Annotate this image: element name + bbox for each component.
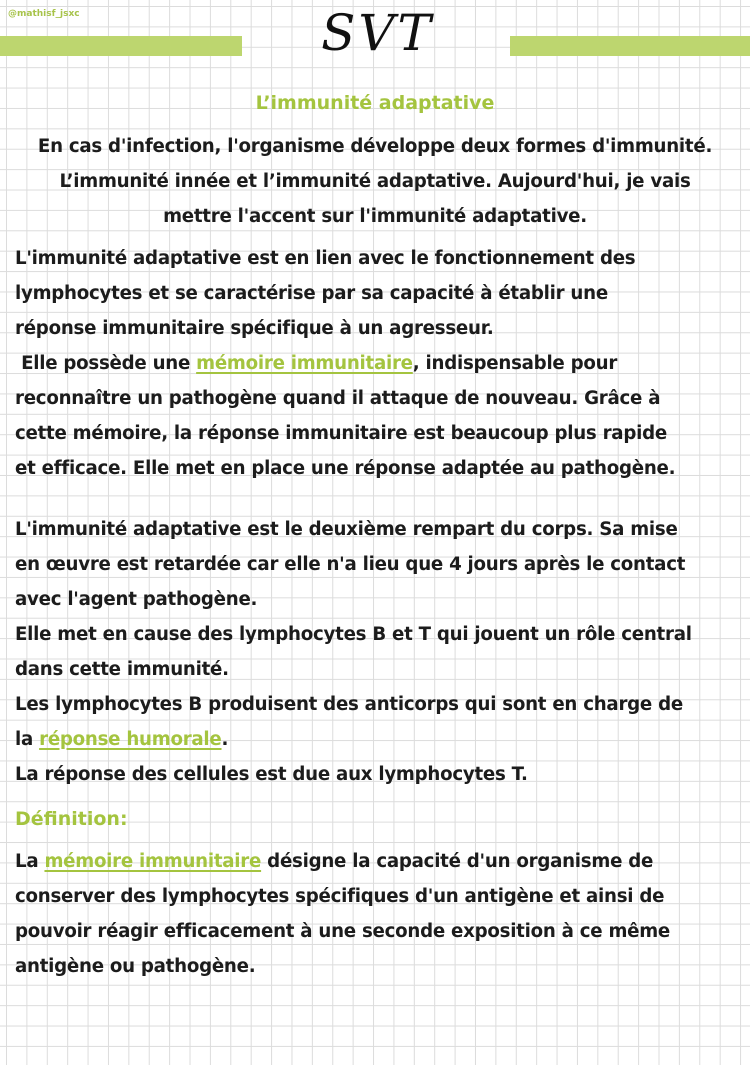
author-handle: @mathisf_jsxc (8, 9, 80, 19)
header-bar-right (510, 36, 750, 56)
text-line: L'immunité adaptative est en lien avec le fonctionnement des (15, 248, 636, 269)
keyword-link-reponse-humorale[interactable]: réponse humorale (39, 729, 222, 750)
text-line: et efficace. Elle met en place une réponse adaptée au pathogène. (15, 458, 676, 479)
text-segment: , indispensable pour (412, 353, 618, 374)
text-line: réponse immunitaire spécifique à un agresseur. (15, 318, 494, 339)
page-logo: SVT (321, 4, 434, 62)
text-line: Les lymphocytes B produisent des anticorps qui sont en charge de (15, 694, 683, 715)
keyword-link-memoire-immunitaire[interactable]: mémoire immunitaire (196, 353, 413, 374)
text-line (15, 844, 739, 879)
text-line: dans cette immunité. (15, 659, 229, 680)
keyword-link-memoire-immunitaire[interactable]: mémoire immunitaire (44, 851, 262, 872)
text-segment: désigne la capacité d'un organisme de (261, 851, 654, 872)
text-segment: Elle possède une (15, 353, 197, 374)
text-line: lymphocytes et se caractérise par sa capacité à établir une (15, 283, 608, 304)
definition-paragraph (15, 844, 739, 984)
intro-line: En cas d'infection, l'organisme développe deux formes d'immunité. (37, 136, 713, 157)
text-line (15, 722, 739, 757)
text-line: antigène ou pathogène. (15, 956, 256, 977)
text-line: en œuvre est retardée car elle n'a lieu que 4 jours après le contact (15, 554, 686, 575)
definition-heading: Définition: (15, 808, 128, 830)
header-bar-left (0, 36, 242, 56)
paragraph-lymphocytes (15, 512, 739, 792)
paragraph-adaptive-immunity (15, 241, 739, 486)
text-line: cette mémoire, la réponse immunitaire est beaucoup plus rapide (15, 423, 667, 444)
text-line: La réponse des cellules est due aux lymphocytes T. (15, 764, 528, 785)
intro-line: mettre l'accent sur l'immunité adaptative. (163, 206, 587, 227)
text-segment: La (15, 851, 45, 872)
text-line: pouvoir réagir efficacement à une seconde exposition à ce même (15, 921, 671, 942)
text-line: L'immunité adaptative est le deuxième rempart du corps. Sa mise (15, 519, 678, 540)
text-line: reconnaître un pathogène quand il attaque de nouveau. Grâce à (15, 388, 661, 409)
text-line: avec l'agent pathogène. (15, 589, 258, 610)
intro-line: L’immunité innée et l’immunité adaptative. Aujourd'hui, je vais (59, 171, 691, 192)
text-line: Elle met en cause des lymphocytes B et T qui jouent un rôle central (15, 624, 692, 645)
text-segment: . (221, 729, 229, 750)
page-title: L’immunité adaptative (255, 92, 495, 114)
text-line (15, 346, 739, 381)
text-line: conserver des lymphocytes spécifiques d'un antigène et ainsi de (15, 886, 665, 907)
intro-paragraph (10, 129, 740, 234)
text-segment: la (15, 729, 40, 750)
